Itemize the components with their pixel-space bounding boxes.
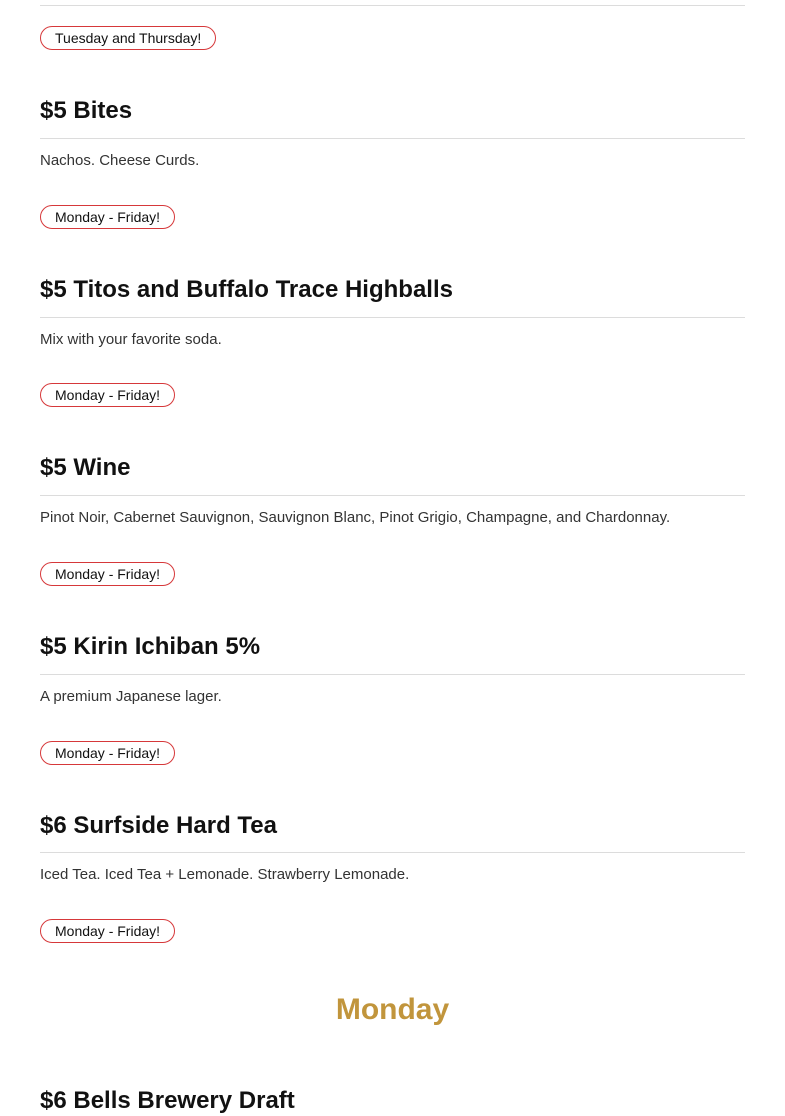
divider xyxy=(40,674,745,675)
special-title: $5 Bites xyxy=(40,97,133,124)
special-title: $6 Surfside Hard Tea xyxy=(40,812,277,839)
days-badge: Monday - Friday! xyxy=(40,562,175,586)
divider xyxy=(40,495,745,496)
special-description: Mix with your favorite soda. xyxy=(40,331,222,348)
days-badge: Monday - Friday! xyxy=(40,919,175,943)
day-heading: Monday xyxy=(335,993,450,1026)
special-title: $5 Kirin Ichiban 5% xyxy=(40,633,261,660)
days-badge: Tuesday and Thursday! xyxy=(40,26,216,50)
days-badge: Monday - Friday! xyxy=(40,383,175,407)
special-description: Pinot Noir, Cabernet Sauvignon, Sauvignon Blanc, Pinot Grigio, Champagne, and Chardonnay. xyxy=(40,509,671,526)
special-title: $5 Wine xyxy=(40,454,131,481)
special-description: A premium Japanese lager. xyxy=(40,688,222,705)
special-description: Iced Tea. Iced Tea + Lemonade. Strawberry Lemonade. xyxy=(40,866,410,883)
days-badge: Monday - Friday! xyxy=(40,205,175,229)
divider xyxy=(40,5,745,6)
special-title: $6 Bells Brewery Draft xyxy=(40,1087,295,1114)
days-badge: Monday - Friday! xyxy=(40,741,175,765)
divider xyxy=(40,317,745,318)
special-title: $5 Titos and Buffalo Trace Highballs xyxy=(40,276,453,303)
divider xyxy=(40,138,745,139)
special-description: Nachos. Cheese Curds. xyxy=(40,152,200,169)
divider xyxy=(40,852,745,853)
